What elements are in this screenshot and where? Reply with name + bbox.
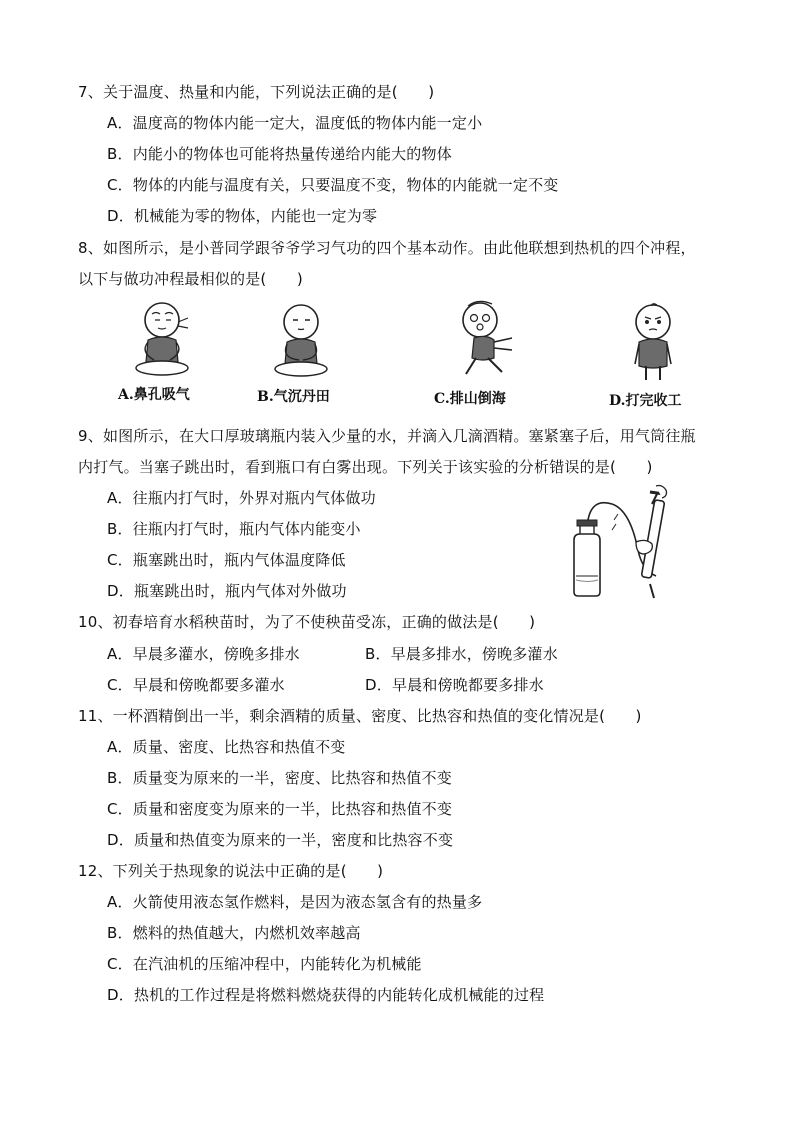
- question-7-option-b: B．内能小的物体也可能将热量传递给内能大的物体: [107, 145, 452, 163]
- bottle-pump-figure: [566, 484, 682, 600]
- question-10-option-b: B．早晨多排水，傍晚多灌水: [365, 645, 558, 663]
- question-9-option-a: A．往瓶内打气时，外界对瓶内气体做功: [107, 489, 376, 507]
- question-9-stem-line1: 9、如图所示，在大口厚玻璃瓶内装入少量的水，并滴入几滴酒精。塞紧塞子后，用气筒往瓶: [78, 427, 696, 445]
- qigong-figure-b: [268, 302, 334, 378]
- qigong-figure-c: [450, 298, 522, 380]
- question-8-stem-line1: 8、如图所示，是小普同学跟爷爷学习气功的四个基本动作。由此他联想到热机的四个冲程，: [78, 239, 696, 257]
- figure-label-a: A.鼻孔吸气: [118, 387, 190, 403]
- question-12-stem: 12、下列关于热现象的说法中正确的是( ): [78, 862, 384, 880]
- question-11-option-d: D．质量和热值变为原来的一半，密度和比热容不变: [107, 831, 454, 849]
- question-12-option-c: C．在汽油机的压缩冲程中，内能转化为机械能: [107, 955, 422, 973]
- question-10-option-c: C．早晨和傍晚都要多灌水: [107, 676, 285, 694]
- question-11-option-a: A．质量、密度、比热容和热值不变: [107, 738, 346, 756]
- figure-label-b: B.气沉丹田: [257, 389, 330, 405]
- question-9-option-c: C．瓶塞跳出时，瓶内气体温度降低: [107, 551, 346, 569]
- question-7-option-c: C．物体的内能与温度有关，只要温度不变，物体的内能就一定不变: [107, 176, 559, 194]
- question-8-stem-line2: 以下与做功冲程最相似的是( ): [78, 270, 303, 288]
- question-10-stem: 10、初春培育水稻秧苗时，为了不使秧苗受冻，正确的做法是( ): [78, 613, 536, 631]
- question-9-stem-line2: 内打气。当塞子跳出时，看到瓶口有白雾出现。下列关于该实验的分析错误的是( ): [78, 458, 653, 476]
- question-7-option-d: D．机械能为零的物体，内能也一定为零: [107, 207, 378, 225]
- qigong-figure-d: [625, 302, 681, 384]
- figure-label-c: C.排山倒海: [434, 391, 506, 407]
- figure-label-d: D.打完收工: [609, 393, 682, 409]
- question-9-option-d: D．瓶塞跳出时，瓶内气体对外做功: [107, 582, 347, 600]
- question-10-option-d: D．早晨和傍晚都要多排水: [365, 676, 544, 694]
- question-12-option-a: A．火箭使用液态氢作燃料，是因为液态氢含有的热量多: [107, 893, 483, 911]
- question-11-stem: 11、一杯酒精倒出一半，剩余酒精的质量、密度、比热容和热值的变化情况是( ): [78, 707, 642, 725]
- question-11-option-c: C．质量和密度变为原来的一半，比热容和热值不变: [107, 800, 453, 818]
- question-11-option-b: B．质量变为原来的一半，密度、比热容和热值不变: [107, 769, 452, 787]
- question-9-option-b: B．往瓶内打气时，瓶内气体内能变小: [107, 520, 361, 538]
- question-7-option-a: A．温度高的物体内能一定大，温度低的物体内能一定小: [107, 114, 483, 132]
- question-7-stem: 7、关于温度、热量和内能，下列说法正确的是( ): [78, 83, 435, 101]
- qigong-figure-a: [128, 300, 198, 378]
- question-12-option-b: B．燃料的热值越大，内燃机效率越高: [107, 924, 361, 942]
- question-12-option-d: D．热机的工作过程是将燃料燃烧获得的内能转化成机械能的过程: [107, 986, 545, 1004]
- question-10-option-a: A．早晨多灌水，傍晚多排水: [107, 645, 300, 663]
